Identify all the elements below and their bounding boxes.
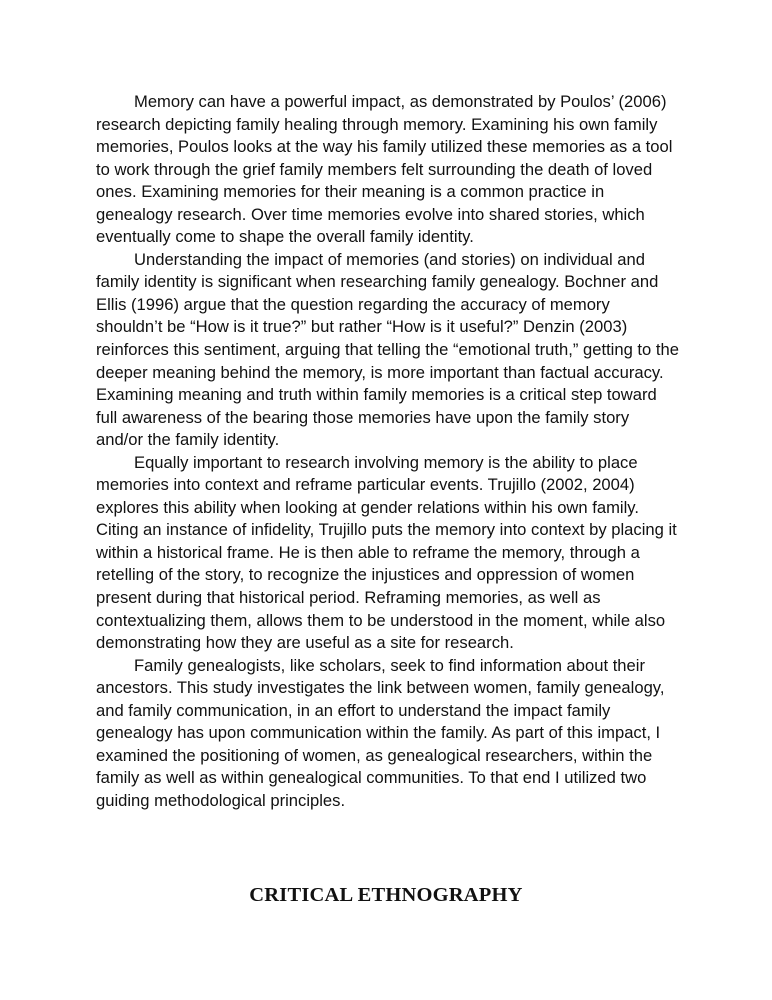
section-heading: CRITICAL ETHNOGRAPHY (249, 884, 523, 906)
paragraph-memory-context: Equally important to research involving memory is the ability to place memories into context and reframe particular events. Trujillo (2002, 2004) explores this ability when looking at gender relations within his own family. Citing an instance of infidelity, Trujillo puts the memory into context by placing it within a historical frame. He is then able to reframe the memory, through a retelling of the story, to recognize the injustices and oppression of women present during that historical period. Reframing memories, as well as contextualizing them, allows them to be understood in the moment, while also demonstrating how they are useful as a site for research. (96, 452, 677, 653)
document-body (96, 91, 680, 813)
paragraph-study-purpose: Family genealogists, like scholars, seek to find information about their ancestors. This study investigates the link between women, family genealogy, and family communication, in an effort to understand the impact family genealogy has upon communication within the family. As part of this impact, I examined the positioning of women, as genealogical researchers, within the family as well as within genealogical communities. To that end I utilized two guiding methodological principles. (96, 655, 665, 810)
paragraph-memory-identity: Understanding the impact of memories (and stories) on individual and family identity is significant when researching family genealogy. Bochner and Ellis (1996) argue that the question regarding the accuracy of memory shouldn’t be “How is it true?” but rather “How is it useful?” Denzin (2003) reinforces this sentiment, arguing that telling the “emotional truth,” getting to the deeper meaning behind the memory, is more important than factual accuracy. Examining meaning and truth within family memories is a critical step toward full awareness of the bearing those memories have upon the family story and/or the family identity. (96, 249, 679, 450)
paragraph-memory-impact: Memory can have a powerful impact, as demonstrated by Poulos’ (2006) research depicting family healing through memory. Examining his own family memories, Poulos looks at the way his family utilized these memories as a tool to work through the grief family members felt surrounding the death of loved ones. Examining memories for their meaning is a common practice in genealogy research. Over time memories evolve into shared stories, which eventually come to shape the overall family identity. (96, 92, 673, 247)
